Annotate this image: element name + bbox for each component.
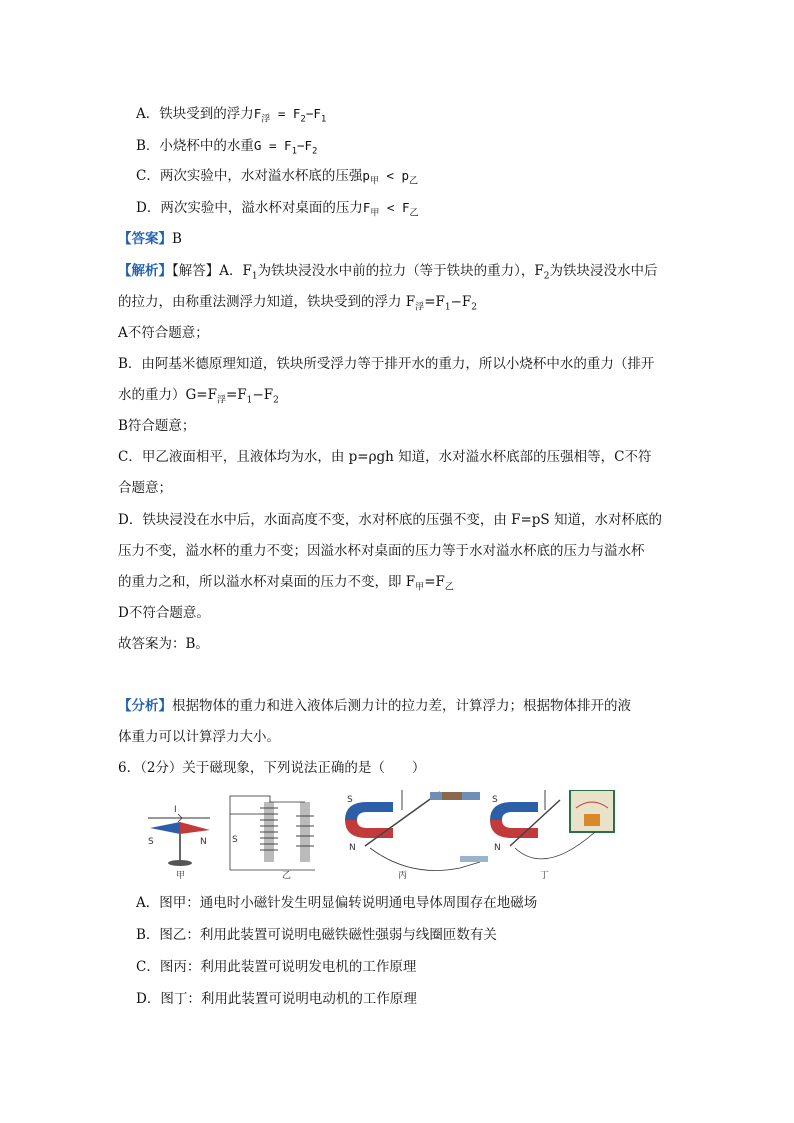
analysis-tag: 【解析】 bbox=[118, 263, 172, 279]
q5-option-d: D．两次实验中，溢水杯对桌面的压力$F_甲 < F_乙$ bbox=[136, 200, 419, 219]
q5-option-b: B．小烧杯中的水重$G = F_1-F_2$ bbox=[136, 138, 318, 157]
analysis-b-line2: 水的重力）$G=F_浮=F_1-F_2$ bbox=[118, 387, 279, 406]
q6-option-c: C．图丙：利用此装置可说明发电机的工作原理 bbox=[136, 959, 417, 975]
q5-option-a: A．铁块受到的浮力$F_浮 = F_2-F_1$ bbox=[136, 106, 327, 125]
analysis-b-line1: B．由阿基米德原理知道，铁块所受浮力等于排开水的重力，所以小烧杯中水的重力（排开 bbox=[118, 356, 655, 372]
analysis-d-line3: 的重力之和，所以溢水杯对桌面的压力不变，即 $F_甲=F_乙$ bbox=[118, 574, 454, 593]
q5-option-c: C．两次实验中，水对溢水杯底的压强$p_甲 < p_乙$ bbox=[136, 168, 419, 187]
answer-tag: 【答案】 bbox=[118, 231, 172, 247]
needle-s-label: S bbox=[148, 837, 154, 847]
needle-n-label: N bbox=[200, 837, 207, 847]
analysis-d-conclusion: D不符合题意。 bbox=[118, 605, 210, 621]
current-label: I bbox=[174, 805, 177, 815]
answer-value: B bbox=[172, 231, 182, 247]
fig-label-ding: 丁 bbox=[540, 871, 550, 880]
analysis-a-line2: 的拉力，由称重法测浮力知道，铁块受到的浮力 $F_浮=F_1-F_2$ bbox=[118, 294, 478, 313]
analysis-d-line2: 压力不变，溢水杯的重力不变；因溢水杯对桌面的压力等于水对溢水杯底的压力与溢水杯 bbox=[118, 543, 645, 559]
q6-stem: 6．（2分）关于磁现象，下列说法正确的是（ ） bbox=[118, 760, 426, 776]
figure-yi bbox=[230, 796, 315, 880]
q6-option-a: A．图甲：通电时小磁针发生明显偏转说明通电导体周围存在地磁场 bbox=[136, 895, 538, 911]
figure-ding bbox=[490, 790, 614, 880]
fig-label-yi: 乙 bbox=[282, 871, 292, 880]
analysis-c-line1: C．甲乙液面相平，且液体均为水，由 p=ρgh 知道，水对溢水杯底部的压强相等，C不符 bbox=[118, 449, 652, 465]
answer-line bbox=[118, 229, 182, 249]
svg-text:S: S bbox=[347, 795, 353, 805]
analysis-a-conclusion: A不符合题意； bbox=[118, 325, 209, 341]
q6-figure bbox=[140, 790, 620, 880]
fenxi-line1: 【分析】根据物体的重力和进入液体后测力计的拉力差，计算浮力；根据物体排开的液 bbox=[118, 698, 631, 714]
fig-label-bing: 丙 bbox=[398, 871, 408, 880]
analysis-d-line1: D．铁块浸没在水中后，水面高度不变，水对杯底的压强不变，由 F=pS 知道，水对杯底的 bbox=[118, 512, 662, 528]
svg-text:N: N bbox=[494, 843, 501, 853]
figure-bing bbox=[345, 790, 488, 880]
svg-text:S: S bbox=[492, 795, 498, 805]
fenxi-line2: 体重力可以计算浮力大小。 bbox=[118, 729, 280, 745]
analysis-a-line1: 【解析】【解答】A．$F_1$为铁块浸没水中前的拉力（等于铁块的重力），$F_2$为铁块浸没水中后 bbox=[118, 263, 658, 282]
solution-tag: 【解答】 bbox=[172, 263, 220, 279]
needle-north-half bbox=[180, 822, 210, 834]
svg-text:N: N bbox=[349, 843, 356, 853]
final-answer: 故答案为：B。 bbox=[118, 636, 209, 652]
needle-south-half bbox=[150, 822, 180, 834]
analysis-b-conclusion: B符合题意； bbox=[118, 418, 196, 434]
q6-option-d: D．图丁：利用此装置可说明电动机的工作原理 bbox=[136, 991, 417, 1007]
q6-option-b: B．图乙：利用此装置可说明电磁铁磁性强弱与线圈匝数有关 bbox=[136, 927, 497, 943]
fenxi-tag: 【分析】 bbox=[118, 698, 172, 714]
analysis-c-line2: 合题意； bbox=[118, 480, 172, 496]
figure-jia bbox=[148, 805, 210, 880]
fig-label-jia: 甲 bbox=[176, 871, 186, 880]
svg-text:S: S bbox=[232, 835, 238, 845]
